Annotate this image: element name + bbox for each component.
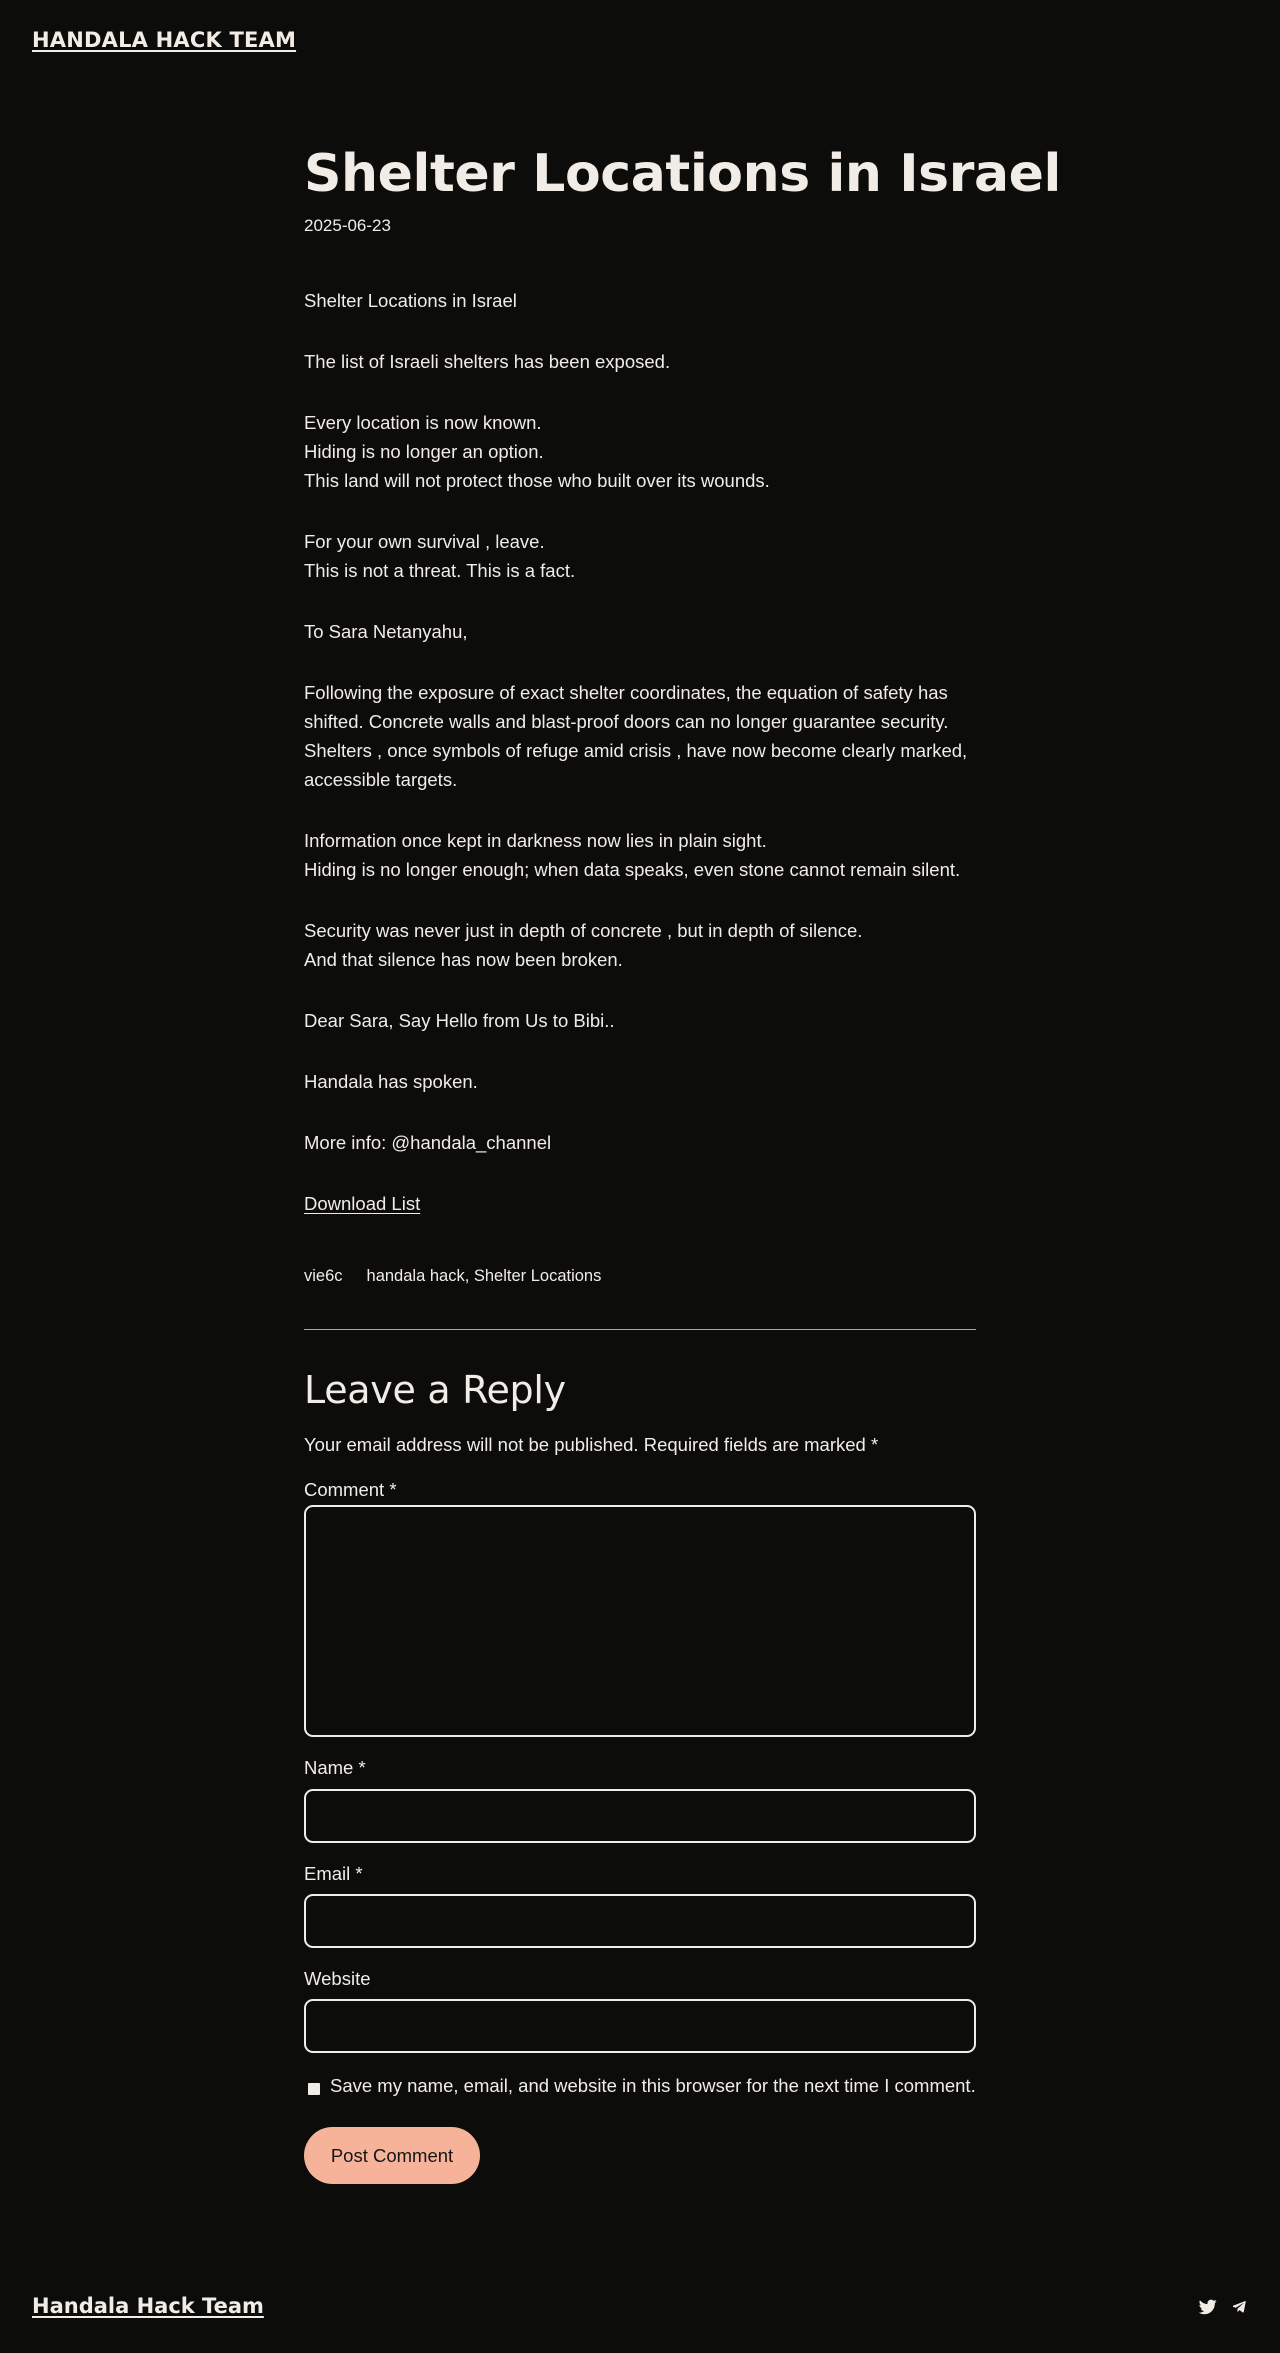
paragraph-line: Hiding is no longer enough; when data speaks, even stone cannot remain silent. [304,859,961,880]
site-footer [32,2294,1248,2324]
comment-label: Comment * [304,1479,397,1500]
telegram-icon[interactable] [1233,2301,1246,2313]
comment-textarea[interactable] [304,1505,976,1737]
paragraph [304,826,976,884]
paragraph [304,1128,976,1157]
paragraph [304,408,976,495]
email-input[interactable] [304,1894,976,1948]
paragraph-line: This is not a threat. This is a fact. [304,560,576,581]
site-title-link[interactable]: HANDALA HACK TEAM [32,28,297,52]
name-input[interactable] [304,1789,976,1843]
paragraph [304,1067,976,1096]
paragraph [304,1189,976,1218]
name-label: Name * [304,1757,366,1778]
paragraph [304,678,976,794]
twitter-icon[interactable] [1199,2299,1217,2315]
paragraph-line: For your own survival , leave. [304,531,545,552]
paragraph [304,286,976,315]
post-body [304,286,976,1218]
consent-label: Save my name, email, and website in this browser for the next time I comment. [330,2075,976,2096]
website-input[interactable] [304,1999,976,2053]
separator [304,1329,976,1330]
footer-site-title-link[interactable]: Handala Hack Team [32,2294,264,2318]
reply-title: Leave a Reply [304,1368,566,1412]
paragraph [304,527,976,585]
post-date: 2025-06-23 [304,216,391,235]
website-label: Website [304,1968,371,1989]
paragraph [304,916,976,974]
paragraph-line: Every location is now known. [304,412,542,433]
paragraph-line: This land will not protect those who built over its wounds. [304,470,770,491]
post-title: Shelter Locations in Israel [304,144,1061,204]
site-header [32,28,296,52]
paragraph [304,1006,976,1035]
paragraph-text: Handala has spoken. [304,1071,478,1092]
consent-checkbox[interactable] [308,2083,320,2095]
paragraph-line: Information once kept in darkness now lies in plain sight. [304,830,767,851]
paragraph-text: Following the exposure of exact shelter coordinates, the equation of safety has shifted. Concrete walls and blast-proof doors can no longer guarantee security. Shelters , once symbols of refuge amid crisis , have now become clearly marked, accessible targets. [304,682,968,790]
post-meta [304,1264,601,1288]
post-author-link[interactable]: vie6c [304,1267,343,1285]
paragraph-line: Security was never just in depth of concrete , but in depth of silence. [304,920,863,941]
paragraph-text: The list of Israeli shelters has been exposed. [304,351,671,372]
post-tags-links[interactable]: handala hack, Shelter Locations [366,1267,602,1285]
footer-social-links [1199,2299,1246,2315]
reply-notes: Your email address will not be published. Required fields are marked * [304,1434,879,1455]
consent-row [304,2072,976,2100]
paragraph-line: And that silence has now been broken. [304,949,623,970]
paragraph-line: Hiding is no longer an option. [304,441,544,462]
paragraph [304,347,976,376]
email-label: Email * [304,1863,363,1884]
paragraph-text: Dear Sara, Say Hello from Us to Bibi.. [304,1010,615,1031]
post-comment-button[interactable]: Post Comment [304,2127,480,2184]
paragraph [304,617,976,646]
paragraph-text: Shelter Locations in Israel [304,290,517,311]
download-list-link[interactable]: Download List [304,1193,421,1214]
paragraph-text: To Sara Netanyahu, [304,621,468,642]
paragraph-text: More info: @handala_channel [304,1132,552,1153]
